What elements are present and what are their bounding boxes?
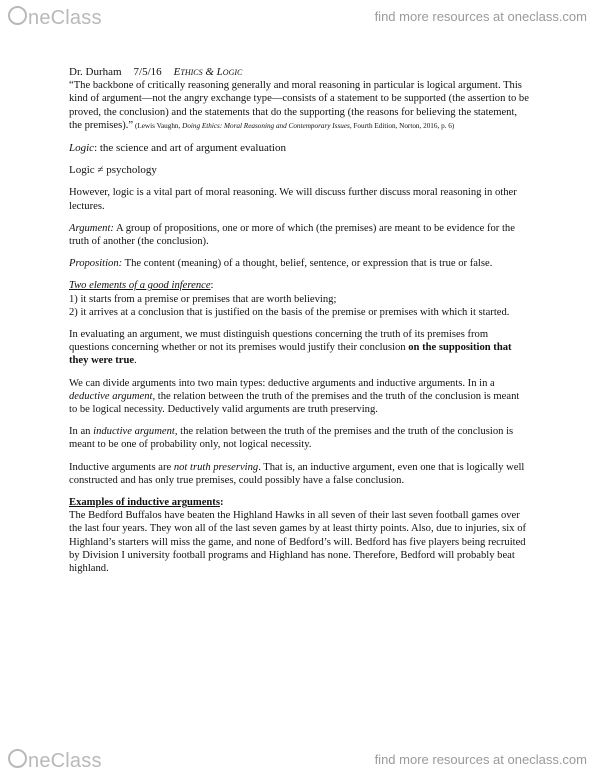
doc-header <box>69 66 529 79</box>
examples-heading: Examples of inductive arguments: <box>69 497 224 509</box>
quote: “The backbone of critically reasoning generally and moral reasoning in particular is logical argument. This kind of argument—not the angry exchange type—consists of a statement to be supported (the assertion to be proved, the conclusion) and the statements that do the supporting (the reasons for believing the statement, the premises).” <box>69 80 529 131</box>
evaluating-paragraph: In evaluating an argument, we must distinguish questions concerning the truth of its premises from questions concerning whether or not its premises would justify their conclusion on the supposition that they were true. <box>69 329 512 367</box>
logic-not-psychology: Logic ≠ psychology <box>69 164 157 177</box>
logo-text: neClass <box>28 750 102 772</box>
not-truth-preserving-term: not truth preserving <box>173 461 259 473</box>
bottom-banner <box>0 745 595 770</box>
logo-o-icon <box>8 749 27 768</box>
emphasis-text: on the supposition that they were true <box>69 342 512 367</box>
quote-paragraph <box>69 79 529 133</box>
resources-link[interactable]: find more resources at oneclass.com <box>374 9 587 24</box>
logic-definition: Logic: the science and art of argument evaluation <box>69 142 286 155</box>
logo-text: neClass <box>28 7 102 29</box>
argument-definition: Argument: A group of propositions, one or more of which (the premises) are meant to be evidence for the truth of another (the conclusion). <box>69 222 515 248</box>
oneclass-logo[interactable] <box>8 6 102 30</box>
not-truth-preserving-paragraph: Inductive arguments are not truth preserving. That is, an inductive argument, even one that is logically well constructed and has only true premises, could possibly have a false conclusion. <box>69 461 525 486</box>
element-item: 1) it starts from a premise or premises that are worth believing; <box>69 293 337 305</box>
logic-term: Logic <box>69 142 95 155</box>
however-paragraph: However, logic is a vital part of moral reasoning. We will discuss further discuss moral reasoning in other lectures. <box>69 187 517 212</box>
elements-heading: Two elements of a good inference: <box>69 280 214 292</box>
oneclass-logo[interactable] <box>8 749 102 773</box>
deductive-term: deductive argument <box>69 390 153 402</box>
proposition-definition: Proposition: The content (meaning) of a thought, belief, sentence, or expression that is true or false. <box>69 258 493 270</box>
top-banner <box>0 0 595 34</box>
date: 7/5/16 <box>133 66 162 78</box>
document-body <box>69 66 529 575</box>
argument-term: Argument: <box>69 222 114 234</box>
logo-o-icon <box>8 6 27 25</box>
inductive-paragraph: In an inductive argument, the relation between the truth of the premises and the truth of the conclusion is meant to be one of probability only, not logical necessity. <box>69 426 514 451</box>
inductive-term: inductive argument <box>93 426 175 438</box>
citation: (Lewis Vaughn, Doing Ethics: Moral Reasoning and Contemporary Issues, Fourth Edition, Norton, 2016, p. 6) <box>133 121 455 130</box>
divide-paragraph: We can divide arguments into two main types: deductive arguments and inductive arguments. In in a deductive argument, the relation between the truth of the premises and the truth of the conclusion is meant to be logical necessity. Deductively valid arguments are truth preserving. <box>69 377 520 416</box>
instructor: Dr. Durham <box>69 66 122 78</box>
resources-link[interactable]: find more resources at oneclass.com <box>374 752 587 767</box>
proposition-term: Proposition: <box>69 258 123 270</box>
example-paragraph: The Bedford Buffalos have beaten the Highland Hawks in all seven of their last seven football games over the last four years. They won all of the last seven games by at least thirty points. Also, due to injuries, six of Highland’s starters will miss the game, and none of Bedford’s will. Bedford has five players being recruited by Division I university football programs and Highland has none. Therefore, Bedford will probably beat highland. <box>69 510 527 575</box>
course-title: Ethics & Logic <box>173 66 243 78</box>
element-item: 2) it arrives at a conclusion that is justified on the basis of the premise or premises with which it started. <box>69 306 510 318</box>
